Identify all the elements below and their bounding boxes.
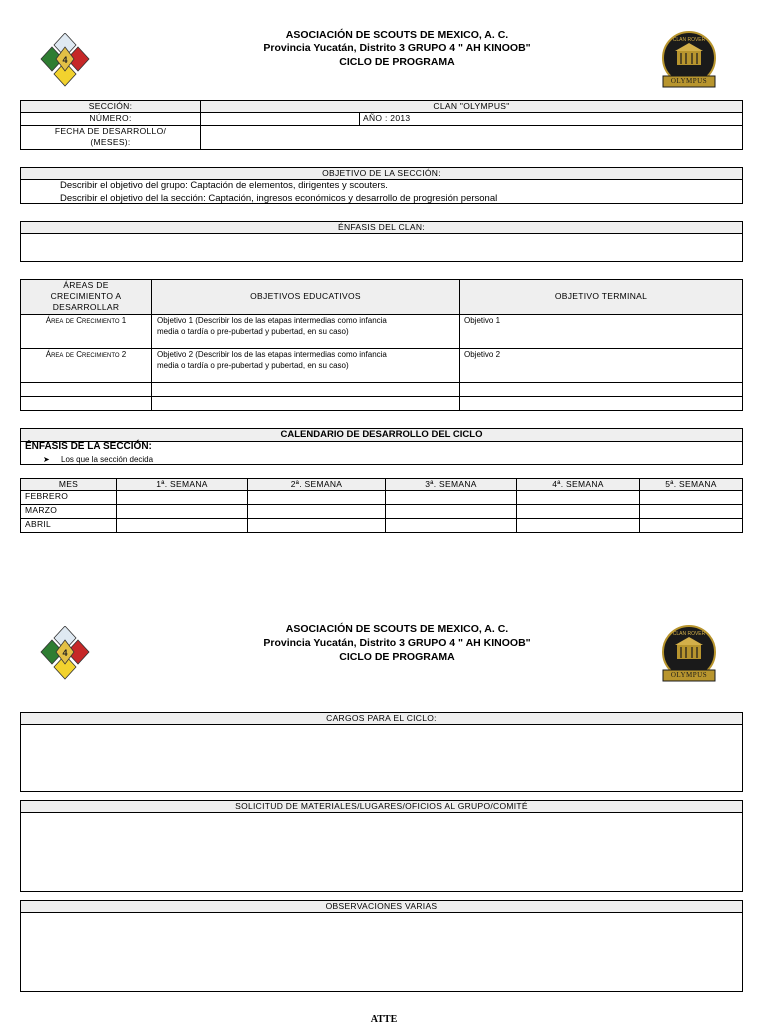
enfasis-seccion-title: ÉNFASIS DE LA SECCIÓN: — [25, 441, 152, 452]
province-line-2: Provincia Yucatán, Distrito 3 GRUPO 4 " AH KINOOB" — [263, 637, 531, 649]
semana-3-header: 3ª. SEMANA — [425, 479, 477, 489]
mes-header: MES — [58, 479, 79, 489]
info-table — [20, 100, 743, 150]
objetivo-terminal-header: OBJETIVO TERMINAL — [554, 291, 648, 301]
month-abril: ABRIL — [25, 519, 52, 529]
month-febrero: FEBRERO — [25, 491, 69, 501]
month-marzo: MARZO — [25, 505, 58, 515]
solicitud-box — [20, 800, 743, 892]
anio-label: AÑO : 2013 — [363, 113, 411, 123]
svg-text:4: 4 — [62, 55, 68, 65]
areas-header-1: ÁREAS DE — [63, 280, 109, 290]
emblem-bottom-text: OLYMPUS — [670, 77, 708, 85]
area-1-label: Área de Crecimiento 1 — [45, 316, 127, 325]
emblem-bottom-text-2: OLYMPUS — [670, 671, 708, 679]
enfasis-clan-box — [20, 221, 743, 262]
observaciones-box — [20, 900, 743, 992]
scout-logo — [36, 33, 94, 87]
semana-1-header: 1ª. SEMANA — [156, 479, 208, 489]
areas-header-2: CRECIMIENTO A — [50, 291, 122, 301]
cargos-box — [20, 712, 743, 792]
objetivo-line-1: Describir el objetivo del grupo: Captación de elementos, dirigentes y scouters. — [60, 180, 388, 191]
scout-logo-2 — [36, 626, 94, 680]
cargos-title: CARGOS PARA EL CICLO: — [21, 713, 742, 725]
enfasis-seccion-bullet: Los que la sección decida — [61, 455, 154, 464]
calendario-title: CALENDARIO DE DESARROLLO DEL CICLO — [21, 429, 742, 442]
fecha-label: FECHA DE DESARROLLO/ — [54, 126, 167, 136]
emblem-top-text-2: CLAN ROVER — [672, 631, 706, 637]
semanas-table — [20, 478, 743, 533]
area-2-educativo-2: media o tardía o pre-pubertad y pubertad, en su caso) — [157, 361, 349, 370]
association-title-2: ASOCIACIÓN DE SCOUTS DE MEXICO, A. C. — [285, 623, 509, 635]
bullet-arrow-icon: ➤ — [43, 455, 50, 464]
areas-header-3: DESARROLLAR — [52, 302, 120, 312]
enfasis-clan-title: ÉNFASIS DEL CLAN: — [21, 222, 742, 234]
objetivo-title: OBJETIVO DE LA SECCIÓN: — [21, 168, 742, 180]
program-title-2: CICLO DE PROGRAMA — [339, 651, 455, 663]
objetivo-line-2: Describir el objetivo del la sección: Captación, ingresos económicos y desarrollo de progresión personal — [60, 193, 498, 204]
meses-label: (MESES): — [90, 137, 131, 147]
area-1-terminal: Objetivo 1 — [464, 316, 501, 325]
observaciones-title: OBSERVACIONES VARIAS — [21, 901, 742, 913]
area-1-educativo-2: media o tardía o pre-pubertad y pubertad, en su caso) — [157, 327, 349, 336]
area-2-terminal: Objetivo 2 — [464, 350, 501, 359]
semana-5-header: 5ª. SEMANA — [665, 479, 717, 489]
seccion-label: SECCIÓN: — [21, 101, 200, 112]
svg-text:4: 4 — [62, 648, 68, 658]
area-2-label: Área de Crecimiento 2 — [45, 350, 127, 359]
calendario-box — [20, 428, 743, 465]
solicitud-title: SOLICITUD DE MATERIALES/LUGARES/OFICIOS AL GRUPO/COMITÉ — [21, 801, 742, 813]
atte-label: ATTE — [370, 1014, 398, 1025]
area-2-educativo-1: Objetivo 2 (Describir los de las etapas intermedias como infancia — [157, 350, 387, 359]
semana-4-header: 4ª. SEMANA — [552, 479, 604, 489]
semana-2-header: 2ª. SEMANA — [290, 479, 343, 489]
objetivos-educativos-header: OBJETIVOS EDUCATIVOS — [250, 291, 361, 301]
program-title: CICLO DE PROGRAMA — [339, 56, 455, 68]
clan-emblem-2 — [659, 625, 719, 685]
emblem-top-text: CLAN ROVER — [672, 37, 706, 43]
association-title: ASOCIACIÓN DE SCOUTS DE MEXICO, A. C. — [285, 29, 509, 41]
numero-label: NÚMERO: — [89, 113, 132, 123]
clan-label: CLAN "OLYMPUS" — [201, 101, 742, 112]
province-line: Provincia Yucatán, Distrito 3 GRUPO 4 " AH KINOOB" — [263, 42, 531, 54]
area-1-educativo-1: Objetivo 1 (Describir los de las etapas intermedias como infancia — [157, 316, 387, 325]
areas-table — [20, 279, 743, 411]
objetivo-box — [20, 167, 743, 204]
clan-emblem — [659, 31, 719, 91]
